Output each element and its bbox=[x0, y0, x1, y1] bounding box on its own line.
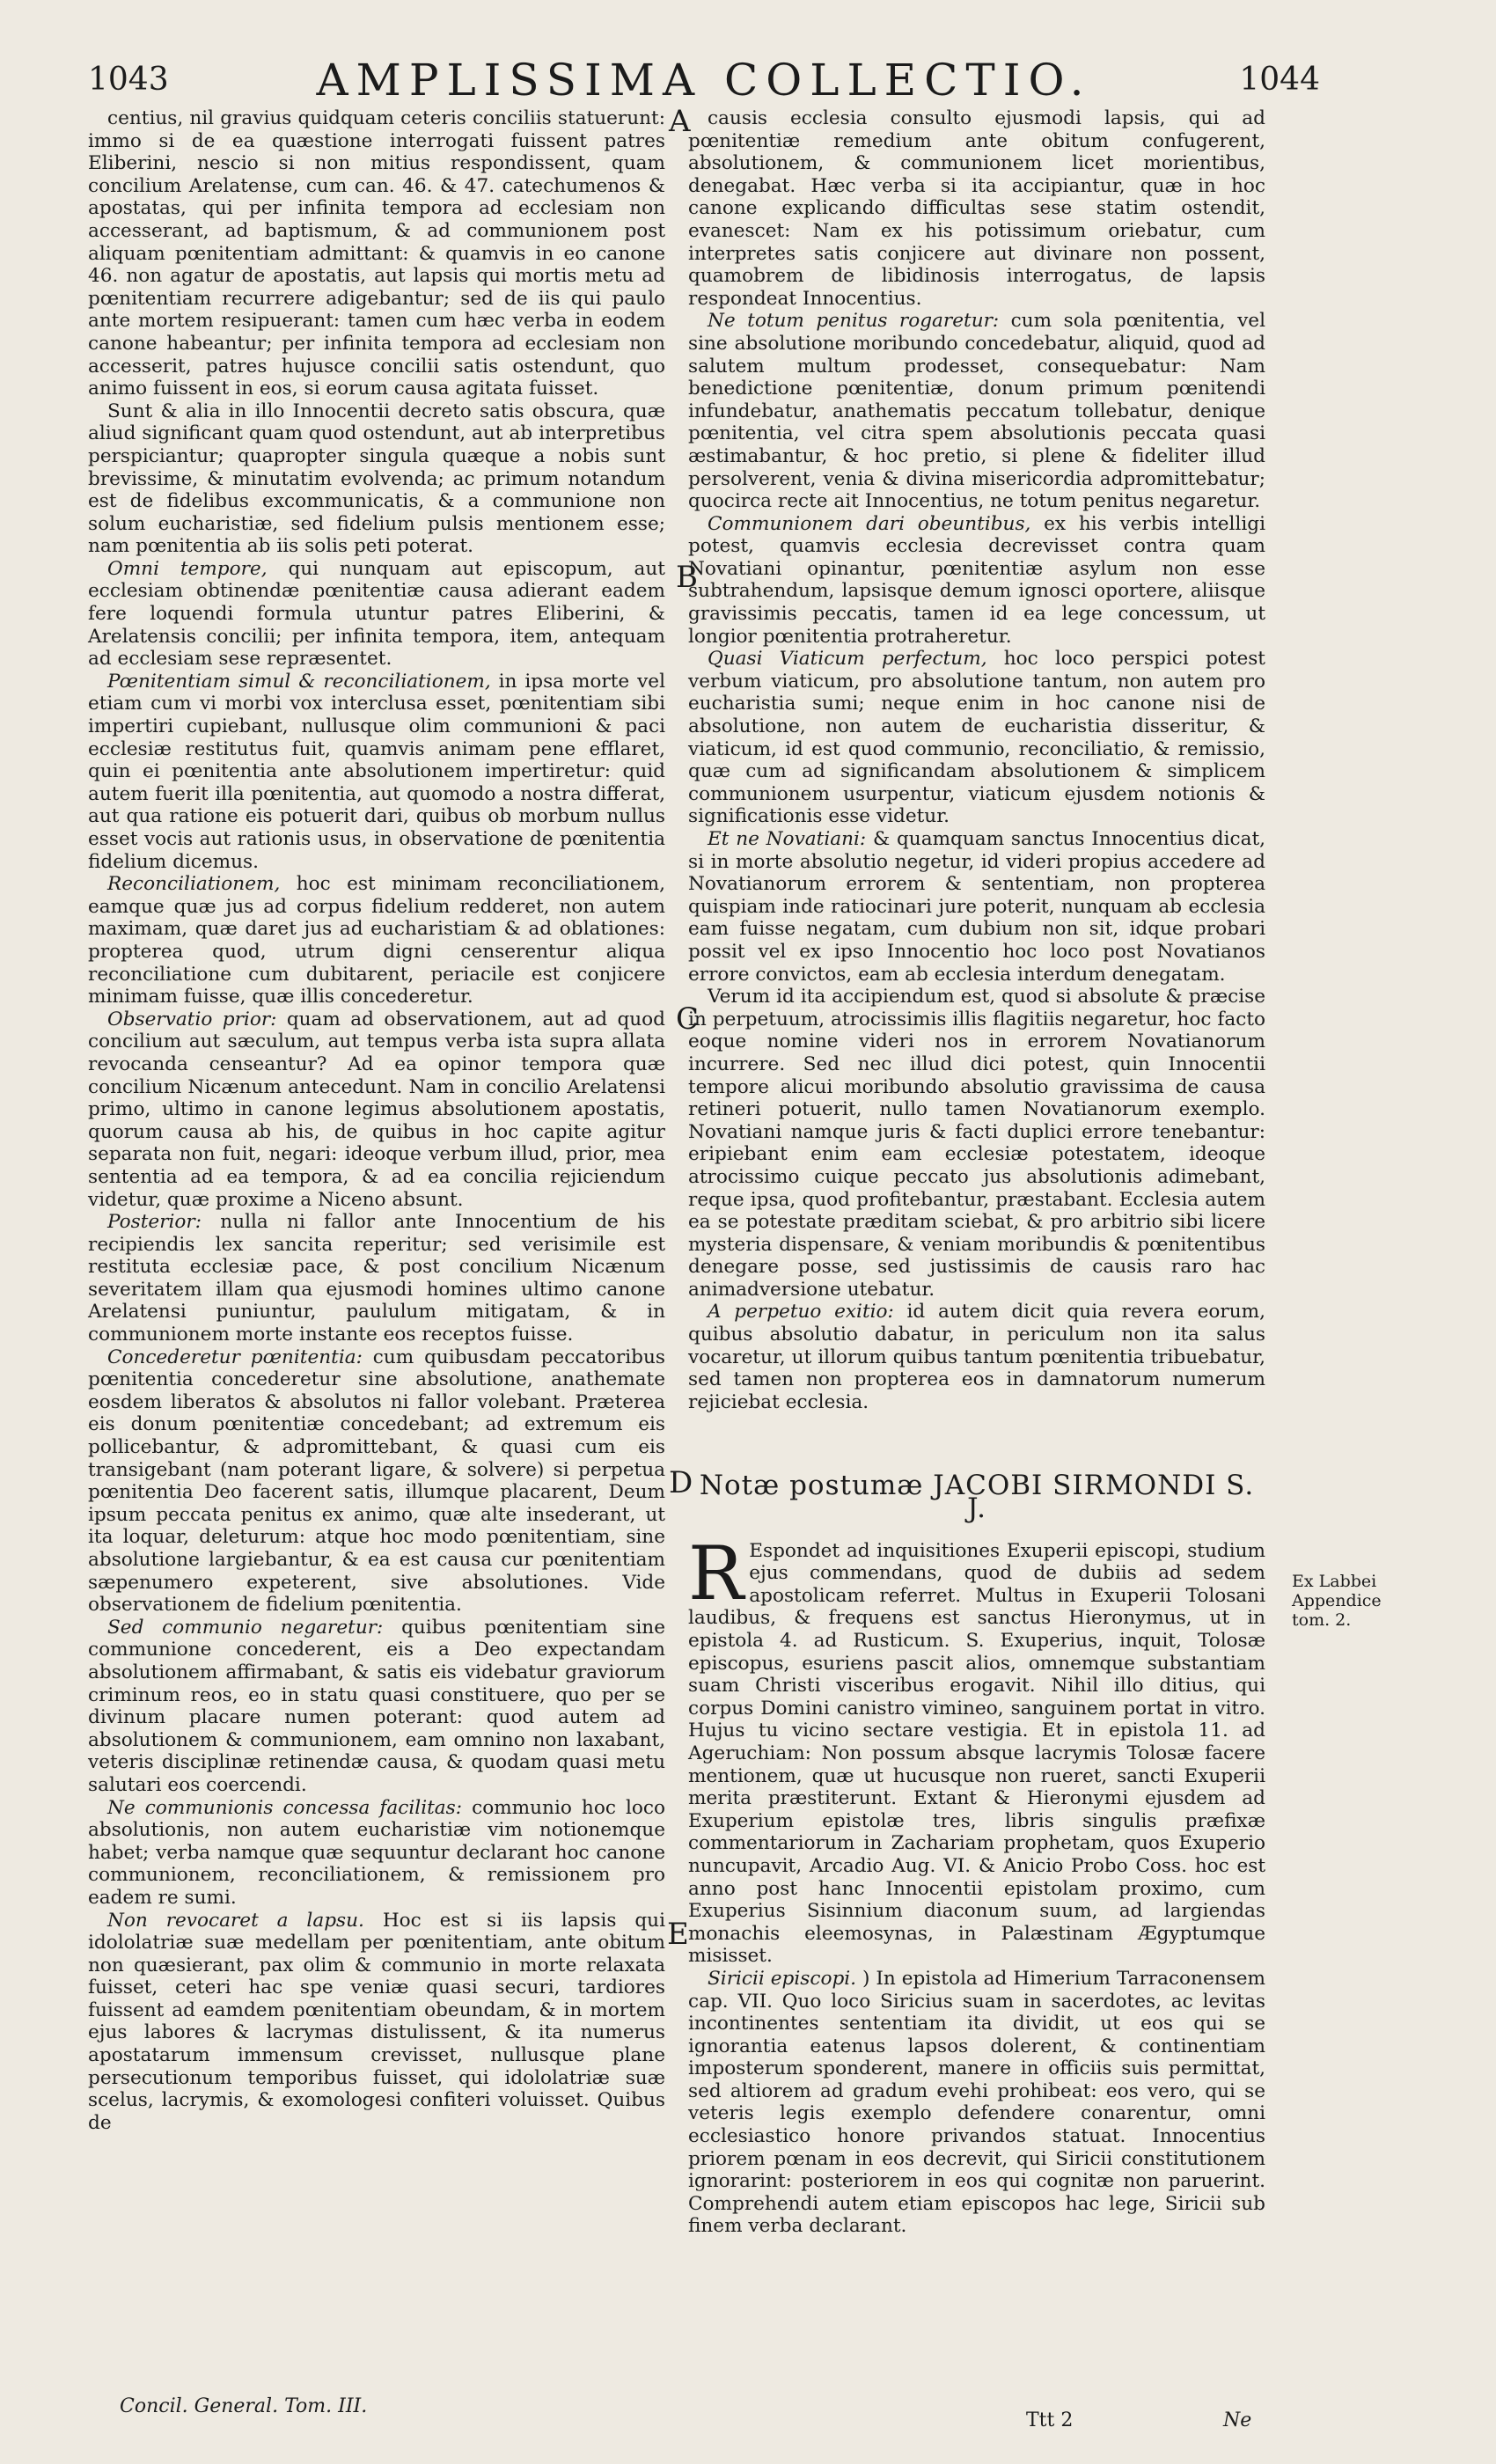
notes-title: Notæ postumæ JACOBI SIRMONDI S. J. bbox=[699, 1470, 1255, 1525]
right-column-paragraph bbox=[688, 1301, 1265, 1413]
lemma: Communionem dari obeuntibus, bbox=[708, 512, 1031, 535]
paragraph-text: Sunt & alia in illo Innocentii decreto satis obscura, quæ aliud significant quam quod ostendunt, aut ab interpretibus perspiciantur; quapropter singula quæque a nobis sunt brevissime, & minutatim evolvenda; ac primum notandum est de fidelibus excommunicatis, & a communione non solum eucharistiæ, sed fidelium pulsis mentionem esse; nam pœnitentia ab iis solis peti poterat. bbox=[88, 400, 665, 558]
left-column-paragraph bbox=[88, 671, 665, 873]
paragraph-text: communio hoc loco absolutionis, non autem eucharistiæ vim notionemque habet; verba namque quæ sequuntur declarant hoc canone communionem, reconciliationem, & remissionem pro eadem re sumi. bbox=[88, 1796, 665, 1909]
right-column-paragraph bbox=[688, 986, 1265, 1301]
paragraph-text: quam ad observationem, aut ad quod concilium aut sæculum, aut tempus verba ista supra allata revocanda censeantur? Ad ea opinor tempora quæ concilium Nicænum antecedunt. Nam in concilio Arelatensi primo, ultimo in canone legimus absolutionem apostatis, quorum causa ab his, de quibus in hoc capite agitur separata non fuit, negari: ideoque verbum illud, prior, mea sententia ad ea tempora, & ad ea concilia rejiciendum videtur, quæ proxime a Niceno absunt. bbox=[88, 1008, 665, 1211]
margin-letter-e: E bbox=[667, 1917, 689, 1952]
catchword: Ne bbox=[1223, 2409, 1252, 2431]
lemma: Pœnitentiam simul & reconciliationem, bbox=[107, 670, 491, 693]
left-column-paragraph bbox=[88, 1008, 665, 1211]
notes-lemma: Siricii episcopi. bbox=[708, 1967, 857, 1990]
lemma: Ne communionis concessa facilitas: bbox=[107, 1796, 463, 1819]
paragraph-text: id autem dicit quia revera eorum, quibus absolutio dabatur, in periculum non ita salus vocaretur, ut illorum quibus tantum pœnitentia tribuebatur, sed tamen non propterea eos in damnatorum numerum rejiciebat ecclesia. bbox=[688, 1301, 1265, 1413]
lemma: Observatio prior: bbox=[107, 1008, 277, 1030]
left-column-paragraph bbox=[88, 1346, 665, 1617]
right-column-paragraph bbox=[688, 648, 1265, 828]
left-column-paragraph bbox=[88, 1797, 665, 1910]
paragraph-text: in ipsa morte vel etiam cum vi morbi vox interclusa esset, pœnitentiam sibi impertiri cupiebant, nullusque olim communioni & paci ecclesiæ restitutus fuit, quamvis animam pene efflaret, quin ei pœnitentia ante absolutionem impertiretur: quid autem fuerit illa pœnitentia, aut quomodo a nostra differat, aut qua ratione eis potuerit dari, quibus ob morbum nullus esset vocis aut rationis usus, in observatione de pœnitentia fidelium dicemus. bbox=[88, 670, 665, 873]
paragraph-text: nulla ni fallor ante Innocentium de his recipiendis lex sancita reperitur; sed verisimile est restitutа ecclesiæ pace, & post concilium Nicænum severitatem illam qua ejusmodi homines ultimo canone Arelatensi puniuntur, paululum mitigatam, & in communionem morte instante eos receptos fuisse. bbox=[88, 1211, 665, 1346]
lemma: A perpetuo exitio: bbox=[708, 1301, 894, 1324]
right-column-commentary bbox=[688, 107, 1265, 1413]
paragraph-text: qui nunquam aut episcopum, aut ecclesiam obtinendæ pœnitentiæ causa adierant eadem fere loquendi formula utuntur patres Eliberini, & Arelatensis concilii; per infinita tempora, item, antequam ad ecclesiam sese repræsentet. bbox=[88, 557, 665, 671]
margin-letter-b: B bbox=[676, 560, 698, 595]
left-column-paragraph bbox=[88, 1910, 665, 2135]
paragraph-text: centius, nil gravius quidquam ceteris conciliis statuerunt: immo si de ea quæstione interrogati fuissent patres Eliberini, nescio si non mitius respondissent, quam concilium Arelatense, cum can. 46. & 47. catechumenos & apostatas, qui per infinita tempora ad ecclesiam non accesserant, ad baptismum, & ad communionem post aliquam pœnitentiam admittant: & quamvis in eo canone 46. non agatur de apostatis, aut lapsis qui mortis metu ad pœnitentiam recurrere adigebantur; sed de iis qui paulo ante mortem resipuerant: tamen cum hæc verba in eodem canone habeantur; per infinita tempora ad ecclesiam non accesserit, patres hujusce concilii satis ostendunt, quo animo fuissent in eos, si eorum causa agitata fuisset. bbox=[88, 107, 665, 400]
running-title: AMPLISSIMA COLLECTIO. bbox=[316, 55, 1092, 106]
lemma: Reconciliationem, bbox=[107, 873, 281, 896]
footer-title: Concil. General. Tom. III. bbox=[120, 2395, 368, 2417]
notes-paragraph-2 bbox=[688, 1968, 1265, 2238]
paragraph-text: cum sola pœnitentia, vel sine absolutione moribundo concedebatur, aliquid, quod ad salutem multum prodesset, consequebatur: Nam benedictione pœnitentiæ, donum primum pœnitendi infundebatur, anathematis peccatum tollebatur, denique pœnitentia, vel citra spem absolutionis peccata quasi æstimabantur, & hoc pretio, si plene & fideliter illud persolverent, venia & divina misericordia adpromittebatur; quocirca recte ait Innocentius, ne totum penitus negaretur. bbox=[688, 310, 1265, 513]
margin-letter-c: C bbox=[676, 1001, 700, 1037]
lemma: Ne totum penitus rogaretur: bbox=[708, 310, 1000, 333]
notes-paragraph-2-text: ) In epistola ad Himerium Tarraconensem cap. VII. Quo loco Siricius suam in sacerdotes, ac levitas incontinentes sententiam ita dividit, ut eos qui se ignorantia eatenus lapsos dolerent, & continentiam imposterum sponderent, manere in officiis suis permittat, sed altiorem ad gradum evehi prohibeat: eos vero, qui se veteris legis exemplo defendere conarentur, omni ecclesiastico honore privandos statuat. Innocentius priorem pœnam in eos decrevit, qui Siricii constitutionem ignorarint: posteriorem in eos qui cognitæ non paruerint. Comprehendi autem etiam episcopos hac lege, Siricii sub finem verba declarant. bbox=[688, 1967, 1265, 2238]
paragraph-text: hoc loco perspici potest verbum viaticum, pro absolutione tantum, non autem pro eucharistia sumi; neque enim in hoc canone nisi de absolutione, non autem de eucharistia disseritur, & viaticum, id est quod communio, reconciliatio, & remissio, quæ cum ad significandam absolutionem & simplicem communionem usurpentur, viaticum ejusdem notionis & significationis esse videtur. bbox=[688, 648, 1265, 828]
lemma: Et ne Novatiani: bbox=[708, 828, 867, 850]
lemma: Omni tempore, bbox=[107, 557, 268, 580]
left-column bbox=[88, 107, 665, 2134]
paragraph-text: Verum id ita accipiendum est, quod si absolute & præcise in perpetuum, atrocissimis illis flagitiis negaretur, hoc facto eoque nomine videri nos in errorem Novatianorum incurrere. Sed nec illud dici potest, quin Innocentii tempore alicui moribundo absolutio gravissima de causa retineri potuerit, nullo tamen Novatianorum exemplo. Novatiani namque juris & facti duplici errore tenebantur: eripiebant enim eam ecclesiæ potestatem, ideoque atrocissimo cuique peccato jus absolutionis adimebant, reque ipsa, quod profitebantur, præstabant. Ecclesia autem ea se potestate præditam sciebat, & pro arbitrio sibi licere mysteria dispensare, & veniam moribundis & pœnitentibus denegare posse, sed justissimis de causis raro hac animadversione utebatur. bbox=[688, 986, 1265, 1301]
right-column bbox=[688, 107, 1265, 2238]
notes-paragraph-1-text: Espondet ad inquisitiones Exuperii episcopi, studium ejus commendans, quod de dubiis ad sedem apostolicam referret. Multus in Exuperii Tolosani laudibus, & frequens est sanctus Hieronymus, ut in epistola 4. ad Rusticum. S. Exuperius, inquit, Tolosæ episcopus, esuriens pascit alios, omnemque substantiam suam Christi visceribus erogavit. Nihil illo ditius, qui corpus Domini canistro vimineo, sanguinem portat in vitro. Hujus tu vicino sectare vestigia. Et in epistola 11. ad Ageruchiam: Non possum absque lacrymis Tolosæ facere mentionem, quæ ut hucusque non rueret, sancti Exuperii merita præstiterunt. Extant & Hieronymi ejusdem ad Exuperium epistolæ tres, libris singulis præfixæ commentariorum in Zachariam prophetam, quos Exuperio nuncupavit, Arcadio Aug. VI. & Anicio Probo Coss. hoc est anno post hanc Innocentii epistolam proximo, cum Exuperius Sisinnium diaconum suum, ad largiendas monachis eleemosynas, in Palæstinam Ægyptumque misisset. bbox=[688, 1539, 1265, 1968]
paragraph-text: quibus pœnitentiam sine communione concederent, eis a Deo expectandam absolutionem affirmabant, & satis eis videbatur graviorum criminum reos, eo in statu quasi constituere, quo per se divinum placare numen poterant: quod autem ad absolutionem & communionem, eam omnino non laxabant, veteris disciplinæ retinendæ causa, & quodam quasi metu salutari eos coercendi. bbox=[88, 1616, 665, 1796]
drop-cap: R bbox=[688, 1529, 744, 1617]
page-header bbox=[88, 55, 1320, 107]
right-column-paragraph bbox=[688, 107, 1265, 310]
paragraph-text: cum quibusdam peccatoribus pœnitentia concederetur sine absolutione, anathemate eosdem liberatos & absolutos ni fallor volebant. Præterea eis donum pœnitentiæ concedebant; ad extremum eis pollicebantur, & adpromittebant, & quasi cum eis transigebant (nam poterant ligare, & solvere) si perpetua pœnitentia Deo facerent satis, illumque placarent, Deum ipsum peccata penitus ex animo, quæ alte insederant, ut ita loquar, deleturum: atque hoc modo pœnitentiam, sine absolutione largiebantur, & ea est causa cur pœnitentiam sæpenumero expeterent, sive absolutiones. Vide observationem de fidelium pœnitentia. bbox=[88, 1346, 665, 1617]
margin-letter-d: D bbox=[669, 1465, 693, 1500]
lemma: Quasi Viaticum perfectum, bbox=[708, 648, 987, 671]
notes-paragraph-1 bbox=[688, 1529, 1265, 1968]
left-column-paragraph bbox=[88, 558, 665, 671]
left-column-paragraph bbox=[88, 873, 665, 1008]
lemma: Posterior: bbox=[107, 1211, 202, 1234]
right-column-paragraph bbox=[688, 828, 1265, 986]
right-column-paragraph bbox=[688, 513, 1265, 649]
lemma: Sed communio negaretur: bbox=[107, 1616, 384, 1639]
side-note: Ex Labbei Appendice tom. 2. bbox=[1292, 1572, 1382, 1630]
left-column-paragraph bbox=[88, 1617, 665, 1797]
right-column-paragraph bbox=[688, 310, 1265, 512]
page-number-left: 1043 bbox=[88, 62, 169, 98]
lemma: Concederetur pœnitentia: bbox=[107, 1346, 363, 1368]
paragraph-text: causis ecclesia consulto ejusmodi lapsis, qui ad pœnitentiæ remedium ante obitum confugerent, absolutionem, & communionem licet morientibus, denegabat. Hæc verba si ita accipiantur, quæ in hoc canone explicando difficultas sese statim ostendit, evanescet: Nam ex his potissimum oriebatur, cum interpretes satis conjicere aut divinare non possent, quamobrem de libidinosis interrogatus, de lapsis respondeat Innocentius. bbox=[688, 107, 1265, 310]
paragraph-text: & quamquam sanctus Innocentius dicat, si in morte absolutio negetur, id videri propius accedere ad Novatianorum errorem & sententiam, non propterea quispiam inde ratiocinari jure poterit, nunquam ab ecclesia eam fuisse negatam, cum dubium non sit, idque probari possit vel ex ipso Innocentio hoc loco post Novatianos errore convictos, eam ab ecclesia interdum denegatam. bbox=[688, 828, 1265, 986]
lemma: Non revocaret a lapsu. bbox=[107, 1909, 364, 1932]
paragraph-text: ex his verbis intelligi potest, quamvis ecclesia decrevisset contra quam Novatiani opinantur, pœnitentiæ asylum non esse subtrahendum, lapsisque demum ignosci oportere, aliisque gravissimis peccatis, tamen id ea lege concessum, ut longior pœnitentia protraheretur. bbox=[688, 512, 1265, 648]
page-number-right: 1044 bbox=[1239, 62, 1320, 98]
left-column-paragraph bbox=[88, 107, 665, 400]
paragraph-text: hoc est minimam reconciliationem, eamque quæ jus ad corpus fidelium redderet, non autem maximam, quæ daret jus ad eucharistiam & ad oblationes: propterea quod, utrum digni censerentur aliqua reconciliatione cum dubitarent, periacile est conjicere minimam fuisse, quæ illis concederetur. bbox=[88, 873, 665, 1008]
signature-mark: Ttt 2 bbox=[1026, 2409, 1074, 2431]
left-column-paragraph bbox=[88, 400, 665, 558]
paragraph-text: Hoc est si iis lapsis qui idololatriæ suæ medellam per pœnitentiam, ante obitum non quæsierant, pax olim & communio in morte relaxata fuisset, ceteri hac spe veniæ quasi securi, tardiores fuissent ad eamdem pœnitentiam obeundam, & in mortem ejus labores & lacrymas distulissent, & ita numerus apostatarum immensum crevisset, nullusque plane persecutionum temporibus fuisset, qui idololatriæ suæ scelus, lacrymis, & exomologesi confiteri voluisset. Quibus de bbox=[88, 1909, 665, 2134]
left-column-paragraph bbox=[88, 1211, 665, 1346]
margin-letter-a: A bbox=[669, 104, 691, 139]
